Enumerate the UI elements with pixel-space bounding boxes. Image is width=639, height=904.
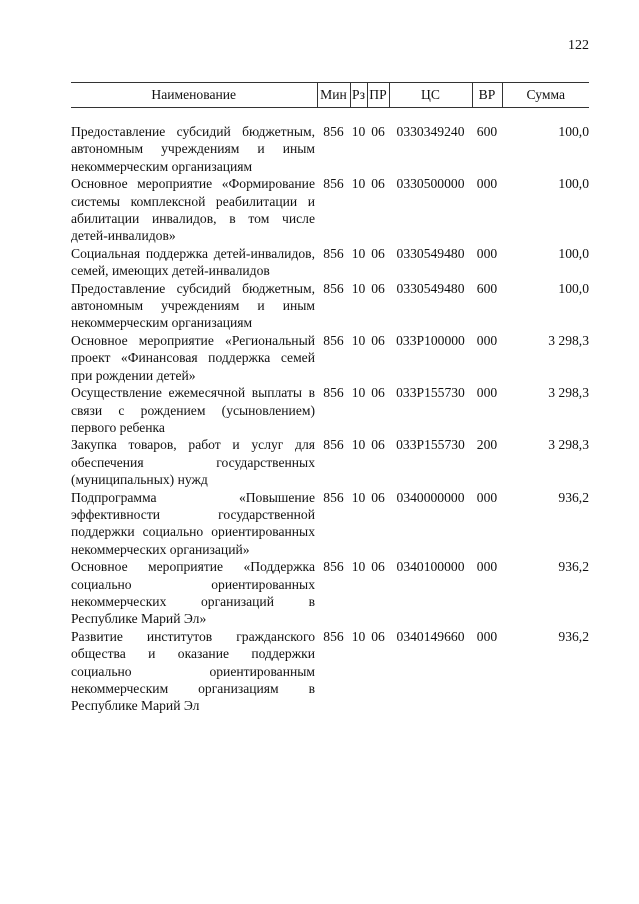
row-vr: 000 bbox=[476, 176, 498, 192]
row-cs: 033Р155730 bbox=[396, 437, 465, 453]
row-pr: 06 bbox=[371, 628, 385, 644]
table-header-row bbox=[71, 83, 589, 108]
page-number: 122 bbox=[568, 38, 589, 53]
row-sum: 100,0 bbox=[558, 245, 589, 261]
row-min: 856 bbox=[323, 332, 344, 348]
row-min: 856 bbox=[323, 280, 344, 296]
row-rz: 10 bbox=[351, 559, 366, 575]
row-sum: 100,0 bbox=[558, 176, 589, 192]
row-name: Основное мероприятие «Формирование системы комплексной реабилитации и абилитации инвалидов, в том числе детей-инвалидов» bbox=[71, 176, 315, 244]
table-row bbox=[71, 628, 589, 715]
row-vr: 000 bbox=[476, 245, 498, 261]
row-min: 856 bbox=[323, 559, 344, 575]
row-sum: 3 298,3 bbox=[548, 332, 589, 348]
row-sum: 100,0 bbox=[558, 124, 589, 139]
row-vr: 000 bbox=[476, 332, 498, 348]
row-vr: 000 bbox=[476, 628, 498, 644]
row-min: 856 bbox=[323, 124, 344, 139]
table-row bbox=[71, 558, 589, 628]
row-name: Предоставление субсидий бюджетным, автономным учреждениям и иным некоммерческим организациям bbox=[71, 124, 315, 174]
row-cs: 0330549480 bbox=[396, 245, 465, 261]
row-vr: 200 bbox=[476, 437, 498, 453]
row-vr: 000 bbox=[476, 385, 498, 401]
row-pr: 06 bbox=[371, 124, 385, 139]
row-sum: 936,2 bbox=[558, 628, 589, 644]
row-min: 856 bbox=[323, 245, 344, 261]
row-cs: 033Р100000 bbox=[396, 332, 465, 348]
row-sum: 936,2 bbox=[558, 489, 589, 505]
header-vr: ВР bbox=[472, 83, 502, 108]
row-rz: 10 bbox=[351, 332, 366, 348]
row-cs: 0330500000 bbox=[396, 176, 465, 192]
row-sum: 100,0 bbox=[558, 280, 589, 296]
row-vr: 600 bbox=[476, 280, 498, 296]
row-name: Подпрограмма «Повышение эффективности государственной поддержки социально ориентированных некоммерческих организаций» bbox=[71, 489, 315, 557]
row-pr: 06 bbox=[371, 385, 385, 401]
row-cs: 0340100000 bbox=[396, 559, 465, 575]
row-name: Основное мероприятие «Поддержка социально ориентированных некоммерческих организаций в Республике Марий Эл» bbox=[71, 559, 315, 627]
header-sum: Сумма bbox=[502, 83, 589, 108]
budget-table bbox=[71, 82, 589, 715]
row-name: Предоставление субсидий бюджетным, автономным учреждениям и иным некоммерческим организациям bbox=[71, 280, 315, 331]
row-rz: 10 bbox=[351, 628, 366, 644]
table-row bbox=[71, 332, 589, 384]
row-rz: 10 bbox=[351, 245, 366, 261]
header-pr: ПР bbox=[367, 83, 389, 108]
row-pr: 06 bbox=[371, 280, 385, 296]
row-pr: 06 bbox=[371, 176, 385, 192]
row-pr: 06 bbox=[371, 332, 385, 348]
table-row bbox=[71, 436, 589, 488]
row-sum: 3 298,3 bbox=[548, 437, 589, 453]
header-min: Мин bbox=[317, 83, 350, 108]
row-pr: 06 bbox=[371, 437, 385, 453]
row-rz: 10 bbox=[351, 280, 366, 296]
row-name: Осуществление ежемесячной выплаты в связи с рождением (усыновлением) первого ребенка bbox=[71, 385, 315, 435]
row-min: 856 bbox=[323, 176, 344, 192]
header-spacer bbox=[71, 108, 589, 124]
row-cs: 0340000000 bbox=[396, 489, 465, 505]
row-rz: 10 bbox=[351, 437, 366, 453]
row-vr: 600 bbox=[476, 124, 498, 139]
row-cs: 0340149660 bbox=[396, 628, 465, 644]
row-min: 856 bbox=[323, 385, 344, 401]
row-min: 856 bbox=[323, 437, 344, 453]
row-vr: 000 bbox=[476, 559, 498, 575]
row-vr: 000 bbox=[476, 489, 498, 505]
table-row bbox=[71, 489, 589, 559]
table-row bbox=[71, 384, 589, 436]
row-pr: 06 bbox=[371, 559, 385, 575]
table-row bbox=[71, 123, 589, 175]
table-row bbox=[71, 175, 589, 245]
table-row bbox=[71, 245, 589, 280]
row-rz: 10 bbox=[351, 176, 366, 192]
row-cs: 0330349240 bbox=[396, 124, 465, 139]
header-rz: Рз bbox=[350, 83, 367, 108]
row-rz: 10 bbox=[351, 489, 366, 505]
row-cs: 0330549480 bbox=[396, 280, 465, 296]
row-sum: 936,2 bbox=[558, 559, 589, 575]
row-name: Социальная поддержка детей-инвалидов, семей, имеющих детей-инвалидов bbox=[71, 245, 315, 279]
row-name: Развитие институтов гражданского общества и оказание поддержки социально ориентированным некоммерческим организациям в Республике Марий Эл bbox=[71, 628, 315, 714]
row-pr: 06 bbox=[371, 245, 385, 261]
row-min: 856 bbox=[323, 489, 344, 505]
row-name: Основное мероприятие «Региональный проект «Финансовая поддержка семей при рождении детей» bbox=[71, 332, 315, 383]
row-sum: 3 298,3 bbox=[548, 385, 589, 401]
header-cs: ЦС bbox=[389, 83, 472, 108]
table-row bbox=[71, 280, 589, 332]
row-rz: 10 bbox=[351, 385, 366, 401]
header-name: Наименование bbox=[71, 83, 317, 108]
row-rz: 10 bbox=[351, 124, 366, 139]
row-min: 856 bbox=[323, 628, 344, 644]
row-name: Закупка товаров, работ и услуг для обеспечения государственных (муниципальных) нужд bbox=[71, 437, 315, 488]
row-cs: 033Р155730 bbox=[396, 385, 465, 401]
row-pr: 06 bbox=[371, 489, 385, 505]
